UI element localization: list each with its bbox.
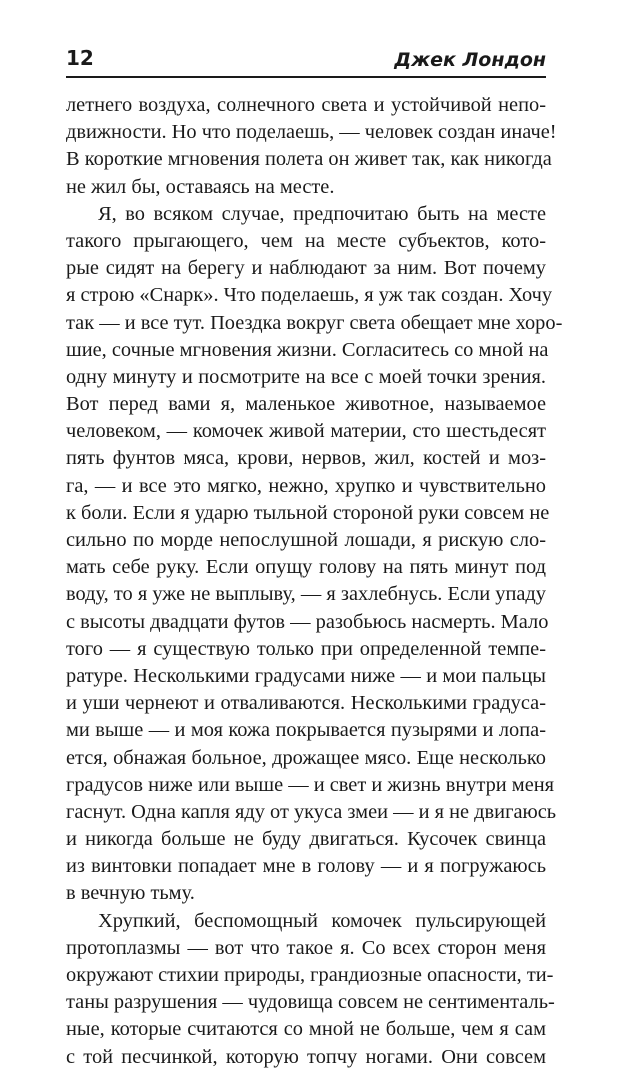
text-line: градусов ниже или выше — и свет и жизнь внутри меня [66,773,555,796]
text-line: пять фунтов мяса, крови, нервов, жил, костей и моз- [66,447,546,470]
text-line: ми выше — и моя кожа покрывается пузырями и лопа- [66,719,546,742]
text-line: ратуре. Несколькими градусами ниже — и мои пальцы [66,664,546,687]
text-line: окружают стихии природы, грандиозные опасности, ти- [66,964,554,986]
text-line: с той песчинкой, которую топчу ногами. Они совсем [66,1045,546,1068]
paragraph-1 [66,92,557,201]
text-line: ется, обнажая больное, дрожащее мясо. Еще несколько [66,746,546,769]
body-text [66,92,563,1071]
text-line: рые сидят на берегу и наблюдают за ним. Вот почему [66,257,546,280]
paragraph-3 [66,908,555,1071]
book-title: Джек Лондон [394,49,546,71]
text-line: мать себе руку. Если опущу голову на пять минут под [66,556,546,579]
text-line: не жил бы, оставаясь на месте. [66,175,335,198]
text-line: В короткие мгновения полета он живет так, как никогда [66,148,552,171]
text-line: шие, сочные мгновения жизни. Согласитесь со мной на [66,338,549,361]
text-line: из винтовки попадает мне в голову — и я погружаюсь [66,855,546,878]
text-line: Хрупкий, беспомощный комочек пульсирующей [98,909,546,932]
text-line: такого прыгающего, чем на месте субъектов, кото- [66,229,546,252]
text-line: с высоты двадцати футов — разобьюсь насмерть. Мало [66,610,549,633]
text-line: га, — и все это мягко, нежно, хрупко и чувствительно [66,474,546,497]
paragraph-2 [66,201,563,908]
text-line: человеком, — комочек живой материи, сто шестьдесят [66,420,546,443]
text-line: к боли. Если я ударю тыльной стороной руки совсем не [66,501,550,524]
text-line: того — я существую только при определенной темпе- [66,637,546,660]
text-line: Вот перед вами я, маленькое животное, называемое [66,393,546,416]
text-line: так — и все тут. Поездка вокруг света обещает мне хоро- [66,311,563,334]
text-line: таны разрушения — чудовища совсем не сентименталь- [66,991,555,1014]
text-line: я строю «Снарк». Что поделаешь, я уж так создан. Хочу [66,284,553,307]
text-line: летнего воздуха, солнечного света и устойчивой непо- [66,94,546,116]
text-line: одну минуту и посмотрите на все с моей точки зрения. [66,365,546,388]
text-line: гаснут. Одна капля яду от укуса змеи — и я не двигаюсь [66,800,557,823]
text-line: и уши чернеют и отваливаются. Несколькими градуса- [66,692,546,715]
running-header [66,42,546,78]
text-line: движности. Но что поделаешь, — человек создан иначе! [66,121,557,144]
page-number: 12 [66,46,94,70]
text-line: воду, то я уже не выплыву, — я захлебнусь. Если упаду [66,583,546,606]
text-line: сильно по морде непослушной лошади, я рискую сло- [66,529,546,551]
text-line: и никогда больше не буду двигаться. Кусочек свинца [66,828,546,851]
text-line: Я, во всяком случае, предпочитаю быть на месте [98,202,546,225]
text-line: ные, которые считаются со мной не больше, чем я сам [66,1018,546,1041]
text-line: в вечную тьму. [66,882,195,905]
text-line: протоплазмы — вот что такое я. Со всех сторон меня [66,936,546,959]
